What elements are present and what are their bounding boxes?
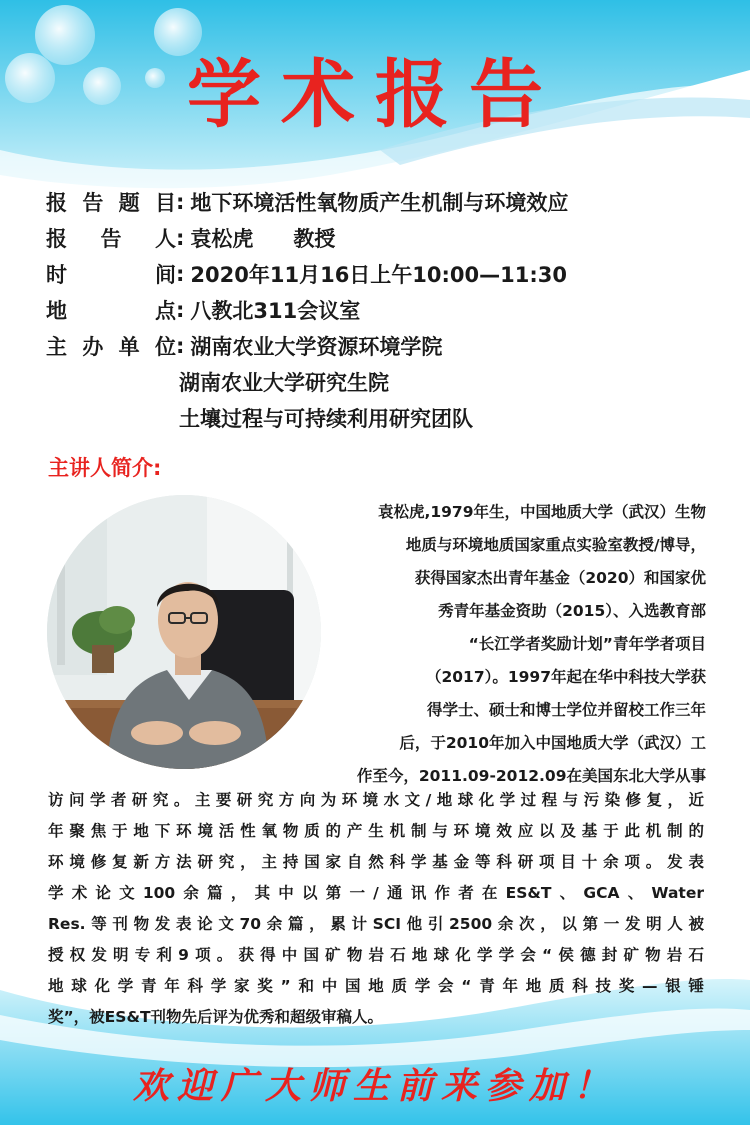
speaker-name: 袁松虎 [190,227,254,251]
organizer-label: 主 办 单 位 [46,335,176,359]
place-row [46,292,726,328]
bio-line: 获得国家杰出青年基金（2020）和国家优 [414,569,706,587]
organizer-value: 土壤过程与可持续利用研究团队 [179,407,473,431]
bio-line: 年聚焦于地下环境活性氧物质的产生机制与环境效应以及基于此机制的 [48,822,704,840]
time-value: 2020年11月16日上午10:00—11:30 [190,263,567,287]
colon: : [176,262,185,286]
bio-line: 环境修复新方法研究，主持国家自然科学基金等科研项目十余项。发表 [48,853,704,871]
topic-row [46,184,726,220]
bio-line: 秀青年基金资助（2015）、入选教育部 [438,602,706,620]
speaker-intro-heading: 主讲人简介: [48,456,162,480]
bio-line: 后，于2010年加入中国地质大学（武汉）工 [399,734,706,752]
bio-line: 访问学者研究。主要研究方向为环境水文/地球化学过程与污染修复，近 [48,791,704,809]
bio-line: 学术论文100余篇，其中以第一/通讯作者在ES&T、GCA、Water [48,884,704,902]
bio-right-column [262,496,706,793]
bio-line: （2017）。1997年起在华中科技大学获 [425,668,706,686]
bio-line: 地质与环境地质国家重点实验室教授/博导， [405,536,706,554]
colon: : [176,226,185,250]
bio-line: Res.等刊物发表论文70余篇，累计SCI他引2500余次，以第一发明人被 [48,915,704,933]
topic-label: 报 告 题 目 [46,191,176,215]
bio-line: 作至今，2011.09-2012.09在美国东北大学从事 [356,767,706,785]
speaker-row [46,220,726,256]
time-row [46,256,726,292]
welcome-slogan: 欢迎广大师生前来参加！ [132,1065,617,1107]
organizer-row [46,328,726,364]
colon: : [176,190,185,214]
organizer-row-3 [46,400,726,436]
organizer-value: 湖南农业大学资源环境学院 [190,335,443,359]
bio-line: 授权发明专利9项。获得中国矿物岩石地球化学学会“侯德封矿物岩石 [48,946,704,964]
poster-title: 学术报告 [187,52,563,138]
bio-line: 奖”，被ES&T刊物先后评为优秀和超级审稿人。 [48,1008,384,1026]
speaker-label: 报 告 人 [46,227,176,251]
colon: : [176,334,185,358]
bio-line: “长江学者奖励计划”青年学者项目 [468,635,706,653]
report-info [46,184,726,436]
time-label: 时 间 [46,263,176,287]
speaker-title: 教授 [293,227,336,251]
colon: : [176,298,185,322]
bio-line: 袁松虎,1979年生，中国地质大学（武汉）生物 [377,503,706,521]
bio-line: 地球化学青年科学家奖”和中国地质学会“青年地质科技奖—银锤 [48,977,704,995]
bio-line: 得学士、硕士和博士学位并留校工作三年 [426,701,706,719]
organizer-row-2 [46,364,726,400]
bio-full-width [48,785,704,1033]
organizer-value: 湖南农业大学研究生院 [179,371,389,395]
place-label: 地 点 [46,299,176,323]
topic-value: 地下环境活性氧物质产生机制与环境效应 [190,191,569,215]
place-value: 八教北311会议室 [190,299,361,323]
